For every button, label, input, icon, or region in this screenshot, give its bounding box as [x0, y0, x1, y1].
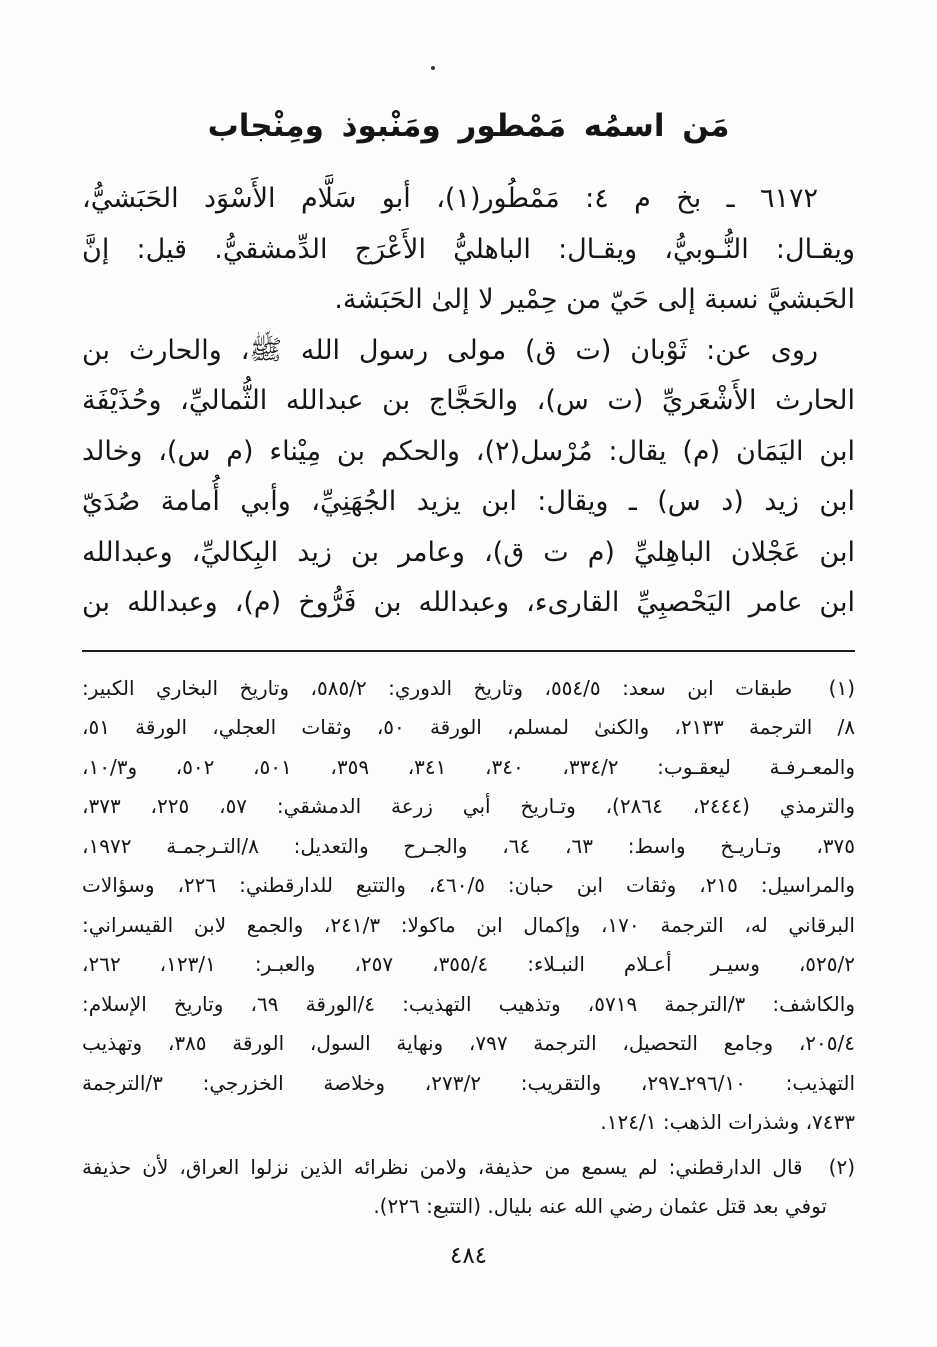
footnote-line: التهذيب: ٢٩٦/١٠ـ٢٩٧، والتقريب: ٢٧٣/٢، وخلاصة الخزرجي: ٣/الترجمة [82, 1070, 855, 1095]
text-line: ابن زيد (د س) ـ ويقال: ابن يزيد الجُهَنِيِّ، وأبي أُمامة صُدَيّ [82, 486, 855, 517]
page-number: ٤٨٤ [449, 1243, 488, 1269]
scan-artifact-dot [431, 66, 435, 70]
footnote-text: طبقات ابن سعد: ٥٥٤/٥، وتاريخ الدوري: ٥٨٥/٢، وتاريخ البخاري الكبير: [82, 675, 793, 700]
page-content [0, 104, 937, 1227]
footnote-line [82, 669, 855, 709]
footnotes-section [82, 669, 855, 1227]
footnote-line: ٧٤٣٣، وشذرات الذهب: ١٢٤/١. [600, 1110, 855, 1134]
text-line: روى عن: ثَوْبان (ت ق) مولى رسول الله ﷺ، والحارث بن [82, 334, 818, 366]
main-text [82, 174, 855, 629]
text-line: ٦١٧٢ ـ بخ م ٤: مَمْطُور(١)، أبو سَلَّام الأَسْوَد الحَبَشيُّ، [82, 183, 818, 214]
footnote-line: والترمذي (٢٤٤٤، ٢٨٦٤)، وتـاريخ أبي زرعة الدمشقي: ٥٧، ٢٢٥، ٣٧٣، [82, 794, 856, 818]
text-line: الحارث الأَشْعَريِّ (ت س)، والحَجَّاج بن عبدالله الثُّماليِّ، وحُذَيْفَة [82, 385, 855, 416]
footnote-line: والمراسيل: ٢١٥، وثقات ابن حبان: ٤٦٠/٥، والتتبع للدارقطني: ٢٢٦، وسؤالات [82, 873, 855, 897]
text-line: الحَبشيَّ نسبة إلى حَيّ من حِمْير لا إلىٰ الحَبَشة. [334, 284, 855, 315]
footnote-divider [82, 650, 855, 652]
text-line: ويقـال: النُّـوبيُّ، ويقـال: الباهليُّ الأَعْرَج الدِّمشقيُّ. قيل: إنَّ [82, 233, 855, 265]
text-line: ابن عَجْلان الباهِليِّ (م ت ق)، وعامر بن زيد البِكاليِّ، وعبدالله [82, 536, 855, 568]
footnote-text: قال الدارقطني: لم يسمع من حذيفة، ولامن نظرائه الذين نزلوا العراق، لأن حذيفة [82, 1154, 803, 1179]
footnote-line: ٣٧٥، وتـاريـخ واسط: ٦٣، ٦٤، والجـرح والتعديل: ٨/التـرجمـة ١٩٧٢، [82, 833, 856, 858]
footnote-1 [82, 669, 855, 1143]
footnote-2-marker: (٢) [828, 1154, 855, 1179]
footnote-2 [82, 1148, 855, 1227]
text-line: ابن اليَمَان (م) يقال: مُرْسل(٢)، والحكم بن مِيْناء (م س)، وخالد [82, 435, 855, 467]
footnote-line: توفي بعد قتل عثمان رضي الله عنه بليال. (التتبع: ٢٢٦). [373, 1194, 827, 1218]
footnote-line: والمعـرفـة ليعقـوب: ٣٣٤/٢، ٣٤٠، ٣٤١، ٣٥٩، ٥٠١، ٥٠٢، و١٠/٣، [82, 754, 856, 779]
footnote-line: ٢٠٥/٤، وجامع التحصيل، الترجمة ٧٩٧، ونهاية السول، الورقة ٣٨٥، وتهذيب [82, 1031, 855, 1055]
text-line: ابن عامر اليَحْصبِيِّ القارىء، وعبدالله بن فَرُّوخ (م)، وعبدالله بن [82, 587, 855, 618]
footnote-1-marker: (١) [828, 675, 856, 700]
footnote-line [82, 1148, 855, 1188]
footnote-line: ٨/ الترجمة ٢١٣٣، والكنىٰ لمسلم، الورقة ٥٠، وثقات العجلي، الورقة ٥١، [82, 715, 855, 739]
section-heading: مَن اسمُه مَمْطور ومَنْبوذ ومِنْجاب [207, 108, 730, 144]
footnote-line: ٥٢٥/٢، وسيـر أعـلام النبـلاء: ٣٥٥/٤، ٢٥٧، والعبـر: ١٢٣/١، ٢٦٢، [82, 952, 856, 976]
footnote-line: البرقاني له، الترجمة ١٧٠، وإكمال ابن ماكولا: ٢٤١/٣، والجمع لابن القيسراني: [82, 912, 855, 937]
footnote-line: والكاشف: ٣/الترجمة ٥٧١٩، وتذهيب التهذيب: ٤/الورقة ٦٩، وتاريخ الإسلام: [82, 991, 855, 1016]
